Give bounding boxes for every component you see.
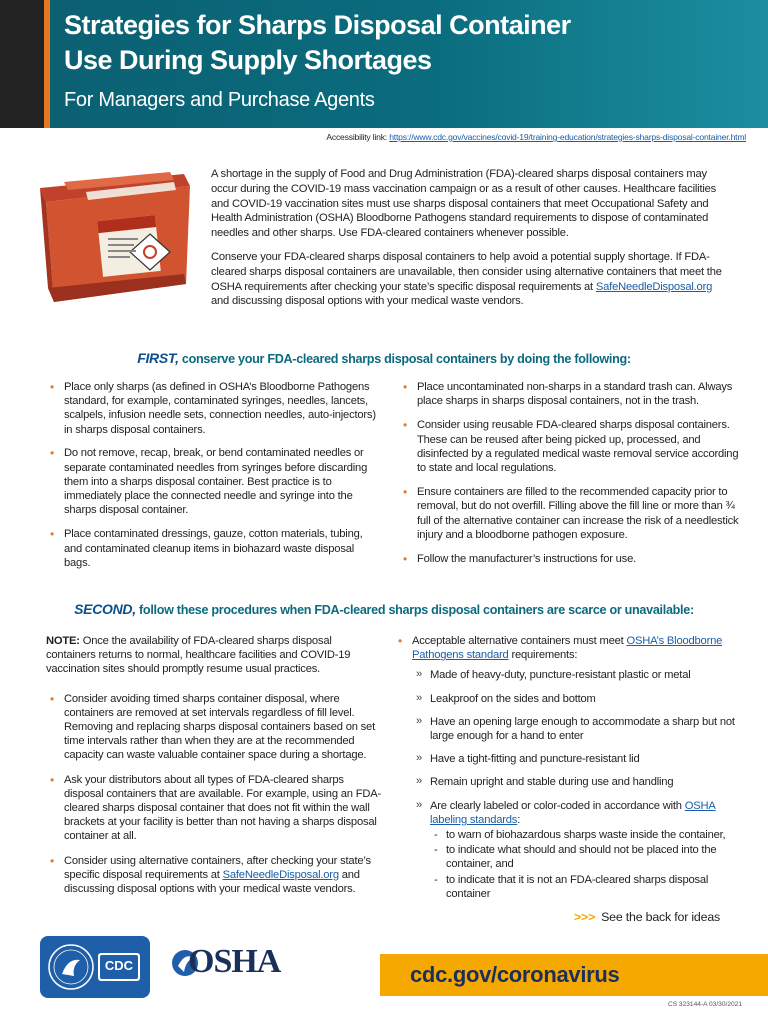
second-heading-text: follow these procedures when FDA-cleared sharps disposal containers are scarce or unavailable: bbox=[139, 603, 694, 617]
see-back-text: See the back for ideas bbox=[601, 910, 721, 924]
left3-text-end: and discussing disposal options with your medical waste vendors. bbox=[64, 868, 360, 896]
title-line-2: Use During Supply Shortages bbox=[64, 45, 432, 75]
list-item: • Consider avoiding timed sharps container disposal, where containers are removed at set intervals regardless of fill level. Removing and replacing sharps disposal containers based on set time intervals rather than when they are at the recommended capacity can waste valuable container space during a shortage. bbox=[50, 692, 384, 763]
list-item bbox=[50, 854, 384, 897]
header-accent-bar bbox=[0, 0, 44, 128]
sub-requirement-item: - to indicate what should and should not be placed into the container, and bbox=[430, 843, 743, 871]
header-banner bbox=[0, 0, 768, 128]
accessibility-label: Accessibility link: bbox=[326, 132, 387, 142]
requirement-item: » Made of heavy-duty, puncture-resistant plastic or metal bbox=[412, 668, 743, 682]
cdc-logo-icon bbox=[40, 936, 150, 998]
list-item: • Consider using reusable FDA-cleared sharps disposal containers. These can be reused after being picked up, processed, and disinfected by a regulated medical waste removal service according to state and local regulations. bbox=[403, 418, 743, 475]
second-lead: SECOND, bbox=[74, 601, 136, 617]
accessibility-line bbox=[326, 132, 746, 142]
req6-text-end: : bbox=[517, 813, 521, 826]
intro-text bbox=[211, 167, 731, 318]
list-item bbox=[398, 634, 743, 901]
intro-p2-text: Conserve your FDA-cleared sharps disposal containers to help avoid a potential supply shortage. If FDA-cleared sharps disposal containers are unavailable, then consider using alternative containers that meet the OSHA requirements after checking your state’s specific disposal requirements at bbox=[211, 250, 722, 293]
osha-labeling-link[interactable]: OSHA labeling standards bbox=[430, 799, 716, 826]
first-section-heading bbox=[0, 350, 768, 366]
list-item: • Do not remove, recap, break, or bend contaminated needles or separate contaminated needles from syringes before discarding them into a sharps disposal container. Best practice is to immediately place the connected needle and syringe into the sharps disposal container. bbox=[50, 446, 380, 517]
sub-requirement-item: - to indicate that it is not an FDA-cleared sharps disposal container bbox=[430, 873, 743, 901]
requirement-item: » Remain upright and stable during use and handling bbox=[412, 775, 743, 789]
requirement-item: » Have a tight-fitting and puncture-resistant lid bbox=[412, 752, 743, 766]
req6-text: Are clearly labeled or color-coded in accordance with bbox=[430, 799, 685, 812]
requirement-item: » Have an opening large enough to accommodate a sharp but not large enough for a hand to enter bbox=[412, 715, 743, 743]
requirement-item bbox=[412, 799, 743, 901]
intro-paragraph-1: A shortage in the supply of Food and Drug Administration (FDA)-cleared sharps disposal containers may occur during the COVID-19 mass vaccination campaign or as a result of other causes. Healthcare facilities and COVID-19 vaccination sites must use sharps disposal containers that meet Occupational Safety and Health Administration (OSHA) Bloodborne Pathogens standard requirements to dispose of contaminated needles and other sharps. Use FDA-cleared containers whenever possible. bbox=[211, 168, 717, 240]
right-text-end: requirements: bbox=[508, 649, 578, 662]
title-line-1: Strategies for Sharps Disposal Container bbox=[64, 10, 571, 40]
first-lead: FIRST, bbox=[137, 350, 179, 366]
cdc-text: CDC bbox=[104, 958, 134, 973]
list-item: • Place contaminated dressings, gauze, cotton materials, tubing, and contaminated cleanup items in biohazard waste disposal bags. bbox=[50, 527, 380, 570]
list-item: • Place uncontaminated non-sharps in a standard trash can. Always place sharps in sharps disposal containers, not in the trash. bbox=[403, 380, 743, 408]
second-section-heading bbox=[0, 601, 768, 617]
intro-paragraph-2 bbox=[211, 250, 731, 309]
note-label: NOTE: bbox=[46, 635, 80, 647]
second-right-column bbox=[398, 634, 743, 909]
note-body: Once the availability of FDA-cleared sharps disposal containers returns to normal, healthcare facilities and COVID-19 vaccination sites should promptly resume usual practices. bbox=[46, 635, 351, 676]
list-item: • Ensure containers are filled to the recommended capacity prior to removal, but do not overfill. Filling above the fill line or more than ¾ full of the alternative container can increase the risk of a needlestick injury and a bloodborne pathogen exposure. bbox=[403, 485, 743, 542]
list-item: • Ask your distributors about all types of FDA-cleared sharps disposal containers that are available. For example, using an FDA-cleared sharps disposal container that does not fit within the wall brackets at your facility is better than not having a sharps disposal container at all. bbox=[50, 773, 384, 844]
left3-text: Consider using alternative containers, after checking your state’s specific disposal requirements at bbox=[64, 854, 371, 881]
accessibility-link[interactable]: https://www.cdc.gov/vaccines/covid-19/training-education/strategies-sharps-disposal-container.html bbox=[389, 132, 746, 142]
first-heading-text: conserve your FDA-cleared sharps disposal containers by doing the following: bbox=[181, 352, 631, 366]
page-title bbox=[64, 8, 754, 78]
requirement-item: » Leakproof on the sides and bottom bbox=[412, 692, 743, 706]
osha-bloodborne-link[interactable]: OSHA’s Bloodborne Pathogens standard bbox=[412, 635, 723, 662]
page-subtitle: For Managers and Purchase Agents bbox=[64, 89, 375, 111]
note-text bbox=[46, 634, 384, 677]
first-right-column bbox=[403, 380, 743, 576]
arrows-icon: >>> bbox=[574, 910, 596, 924]
first-left-column bbox=[50, 380, 380, 579]
see-back-note bbox=[574, 910, 720, 924]
cdc-coronavirus-link[interactable]: cdc.gov/coronavirus bbox=[410, 962, 620, 987]
right-text: Acceptable alternative containers must meet bbox=[412, 635, 627, 647]
sub-requirement-item: - to warn of biohazardous sharps waste inside the container, bbox=[430, 828, 743, 842]
osha-text: OSHA bbox=[188, 943, 281, 980]
list-item: • Place only sharps (as defined in OSHA’s Bloodborne Pathogens standard, for example, contaminated syringes, needles, lancets, scalpels, infusion needle sets, connection needles, auto-injectors) in sharps disposal containers. bbox=[50, 380, 380, 437]
document-code: CS 323144-A 03/30/2021 bbox=[667, 1001, 742, 1008]
safe-needle-disposal-link-2[interactable]: SafeNeedleDisposal.org bbox=[222, 868, 339, 881]
list-item: • Follow the manufacturer’s instructions for use. bbox=[403, 552, 743, 566]
sharps-container-icon bbox=[34, 160, 194, 320]
intro-p2-text-end: and discussing disposal options with your medical waste vendors. bbox=[211, 295, 524, 308]
safe-needle-disposal-link[interactable]: SafeNeedleDisposal.org bbox=[595, 280, 713, 293]
second-left-column bbox=[46, 634, 384, 906]
